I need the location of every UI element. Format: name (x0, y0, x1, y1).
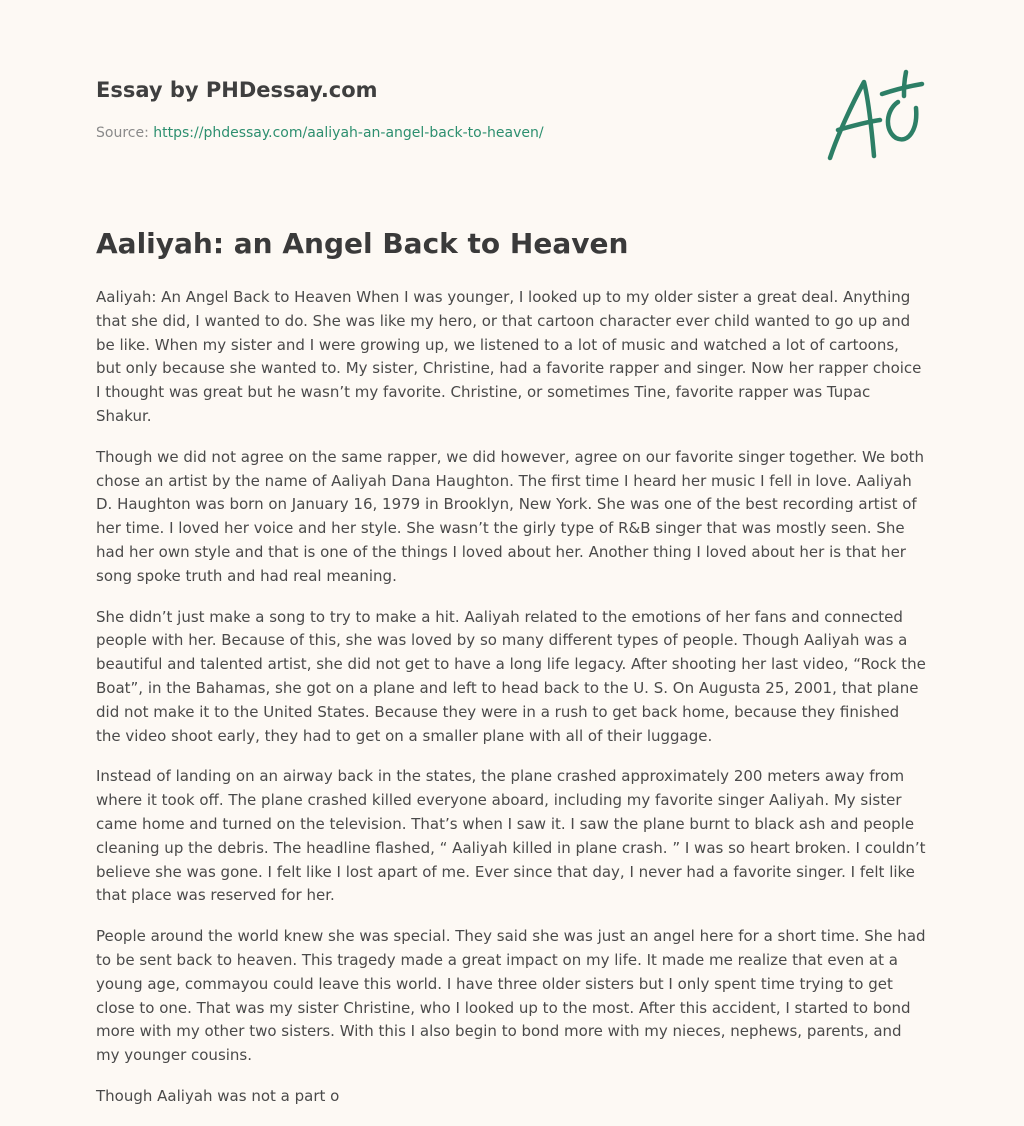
source-line (96, 123, 796, 143)
source-label: Source: (96, 125, 154, 141)
essay-body (96, 286, 926, 1126)
essay-paragraph: Instead of landing on an airway back in the states, the plane crashed approximately 200 meters away from where it took off. The plane crashed killed everyone aboard, including my favorite singer Aaliyah. My sister came home and turned on the television. That’s when I saw it. I saw the plane burnt to black ash and people cleaning up the debris. The headline flashed, “ Aaliyah killed in plane crash. ” I was so heart broken. I couldn’t believe she was gone. I felt like I lost apart of me. Ever since that day, I never had a favorite singer. I felt like that place was reserved for her. (96, 767, 926, 905)
essay-paragraph: People around the world knew she was special. They said she was just an angel here for a short time. She had to be sent back to heaven. This tragedy made a great impact on my life. It made me realize that even at a young age, commayou could leave this world. I have three older sisters but I only spent time trying to get close to one. That was my sister Christine, who I looked up to the most. After this accident, I started to bond more with my other two sisters. With this I also begin to bond more with my nieces, nephews, parents, and my younger cousins. (96, 927, 926, 1065)
page-header (96, 76, 796, 143)
essay-paragraph: She didn’t just make a song to try to make a hit. Aaliyah related to the emotions of her fans and connected people with her. Because of this, she was loved by so many different types of people. Though Aaliyah was a beautiful and talented artist, she did not get to have a long life legacy. After shooting her last video, “Rock the Boat”, in the Bahamas, she got on a plane and left to head back to the U. S. On Augusta 25, 2001, that plane did not make it to the United States. Because they were in a rush to get back home, because they finished the video shoot early, they had to get on a smaller plane with all of their luggage. (96, 607, 926, 745)
essay-paragraph: Though we did not agree on the same rapper, we did however, agree on our favorite singer together. We both chose an artist by the name of Aaliyah Dana Haughton. The first time I heard her music I fell in love. Aaliyah D. Haughton was born on January 16, 1979 in Brooklyn, New York. She was one of the best recording artist of her time. I loved her voice and her style. She wasn’t the girly type of R&B singer that was mostly seen. She had her own style and that is one of the things I loved about her. Another thing I loved about her is that her song spoke truth and had real meaning. (96, 447, 925, 585)
site-brand: Essay by PHDessay.com (96, 78, 378, 102)
essay-title: Aaliyah: an Angel Back to Heaven (96, 227, 629, 260)
essay-paragraph-truncated: Though Aaliyah was not a part o (96, 1086, 340, 1105)
a-plus-logo-icon (822, 68, 926, 164)
source-link[interactable]: https://phdessay.com/aaliyah-an-angel-back-to-heaven/ (153, 125, 544, 141)
essay-paragraph: Aaliyah: An Angel Back to Heaven When I was younger, I looked up to my older sister a great deal. Anything that she did, I wanted to do. She was like my hero, or that cartoon character ever child wanted to go up and be like. When my sister and I were growing up, we listened to a lot of music and watched a lot of cartoons, but only because she wanted to. My sister, Christine, had a favorite rapper and singer. Now her rapper choice I thought was great but he wasn’t my favorite. Christine, or sometimes Tine, favorite rapper was Tupac Shakur. (96, 288, 922, 425)
